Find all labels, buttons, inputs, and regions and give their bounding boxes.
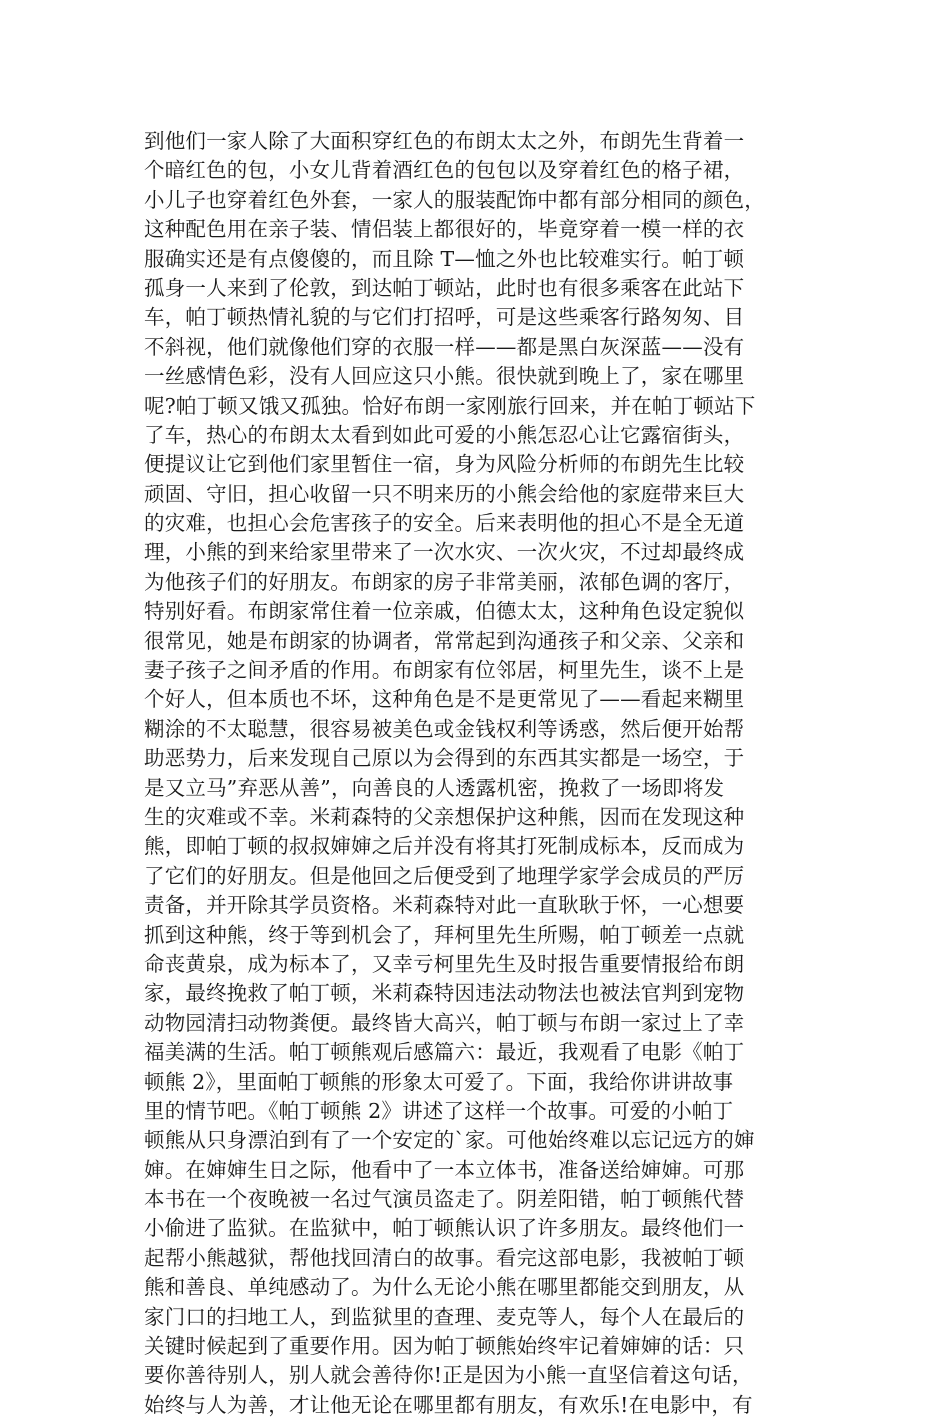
text-line: 责备，并开除其学员资格。米莉森特对此一直耿耿于怀，一心想要 [144,893,745,918]
text-line: 生的灾难或不幸。米莉森特的父亲想保护这种熊，因而在发现这种 [144,804,745,829]
text-line: 助恶势力，后来发现自己原以为会得到的东西其实都是一场空，于 [144,746,745,771]
body-text [144,127,834,1420]
text-line: 家门口的扫地工人，到监狱里的查理、麦克等人，每个人在最后的 [144,1304,745,1329]
text-line: 糊涂的不太聪慧，很容易被美色或金钱权利等诱惑，然后便开始帮 [144,716,745,741]
text-line: 小儿子也穿着红色外套，一家人的服装配饰中都有部分相同的颜色， [144,187,765,212]
text-line: 呢?帕丁顿又饿又孤独。恰好布朗一家刚旅行回来，并在帕丁顿站下 [144,393,756,418]
text-line: 到他们一家人除了大面积穿红色的布朗太太之外，布朗先生背着一 [144,129,745,153]
text-line: 本书在一个夜晚被一名过气演员盗走了。阴差阳错，帕丁顿熊代替 [144,1187,745,1212]
text-line: 车，帕丁顿热情礼貌的与它们打招呼，可是这些乘客行路匆匆、目 [144,305,745,330]
text-line: 不斜视，他们就像他们穿的衣服一样——都是黑白灰深蓝——没有 [144,334,745,359]
text-line: 始终与人为善，才让他无论在哪里都有朋友，有欢乐!在电影中，有 [144,1392,753,1417]
text-line: 小偷进了监狱。在监狱中，帕丁顿熊认识了许多朋友。最终他们一 [144,1216,745,1241]
text-line: 动物园清扫动物粪便。最终皆大高兴，帕丁顿与布朗一家过上了幸 [144,1010,745,1035]
text-line: 婶。在婶婶生日之际，他看中了一本立体书，准备送给婶婶。可那 [144,1157,745,1182]
text-line: 个好人，但本质也不坏，这种角色是不是更常见了——看起来糊里 [144,687,745,712]
text-line: 个暗红色的包，小女儿背着酒红色的包包以及穿着红色的格子裙， [144,158,745,183]
text-line: 家，最终挽救了帕丁顿，米莉森特因违法动物法也被法官判到宠物 [144,981,745,1006]
text-line: 很常见，她是布朗家的协调者，常常起到沟通孩子和父亲、父亲和 [144,628,745,653]
text-line: 是又立马”弃恶从善”，向善良的人透露机密，挽救了一场即将发 [144,775,725,800]
text-line: 理，小熊的到来给家里带来了一次水灾、一次火灾，不过却最终成 [144,540,745,565]
text-line: 服确实还是有点傻傻的，而且除 T—恤之外也比较难实行。帕丁顿 [144,246,745,271]
text-line: 妻子孩子之间矛盾的作用。布朗家有位邻居，柯里先生，谈不上是 [144,658,745,683]
text-line: 特别好看。布朗家常住着一位亲戚，伯德太太，这种角色设定貌似 [144,599,745,624]
text-line: 了它们的好朋友。但是他回之后便受到了地理学家学会成员的严厉 [144,863,745,888]
text-line: 福美满的生活。帕丁顿熊观后感篇六：最近，我观看了电影《帕丁 [144,1040,745,1065]
text-line: 为他孩子们的好朋友。布朗家的房子非常美丽，浓郁色调的客厅， [144,569,745,594]
text-line: 熊，即帕丁顿的叔叔婶婶之后并没有将其打死制成标本，反而成为 [144,834,745,859]
text-line: 要你善待别人，别人就会善待你!正是因为小熊一直坚信着这句话， [144,1363,753,1388]
text-line: 顽固、守旧，担心收留一只不明来历的小熊会给他的家庭带来巨大 [144,481,745,506]
text-line: 里的情节吧。《帕丁顿熊 2》讲述了这样一个故事。可爱的小帕丁 [144,1098,734,1123]
text-line: 的灾难，也担心会危害孩子的安全。后来表明他的担心不是全无道 [144,511,745,536]
text-line: 抓到这种熊，终于等到机会了，拜柯里先生所赐，帕丁顿差一点就 [144,922,745,947]
text-line: 顿熊 2》，里面帕丁顿熊的形象太可爱了。下面，我给你讲讲故事 [144,1069,734,1094]
text-line: 一丝感情色彩，没有人回应这只小熊。很快就到晚上了，家在哪里 [144,364,745,389]
text-line: 关键时候起到了重要作用。因为帕丁顿熊始终牢记着婶婶的话：只 [144,1334,745,1359]
text-line: 熊和善良、单纯感动了。为什么无论小熊在哪里都能交到朋友，从 [144,1275,745,1300]
text-line: 顿熊从只身漂泊到有了一个安定的`家。可他始终难以忘记远方的婶 [144,1128,755,1153]
text-line: 便提议让它到他们家里暂住一宿，身为风险分析师的布朗先生比较 [144,452,745,477]
text-line: 这种配色用在亲子装、情侣装上都很好的，毕竟穿着一模一样的衣 [144,217,745,242]
text-line: 起帮小熊越狱，帮他找回清白的故事。看完这部电影，我被帕丁顿 [144,1245,745,1270]
text-line: 命丧黄泉，成为标本了，又幸亏柯里先生及时报告重要情报给布朗 [144,951,745,976]
text-line: 孤身一人来到了伦敦，到达帕丁顿站，此时也有很多乘客在此站下 [144,275,745,300]
text-line: 了车，热心的布朗太太看到如此可爱的小熊怎忍心让它露宿街头， [144,422,745,447]
